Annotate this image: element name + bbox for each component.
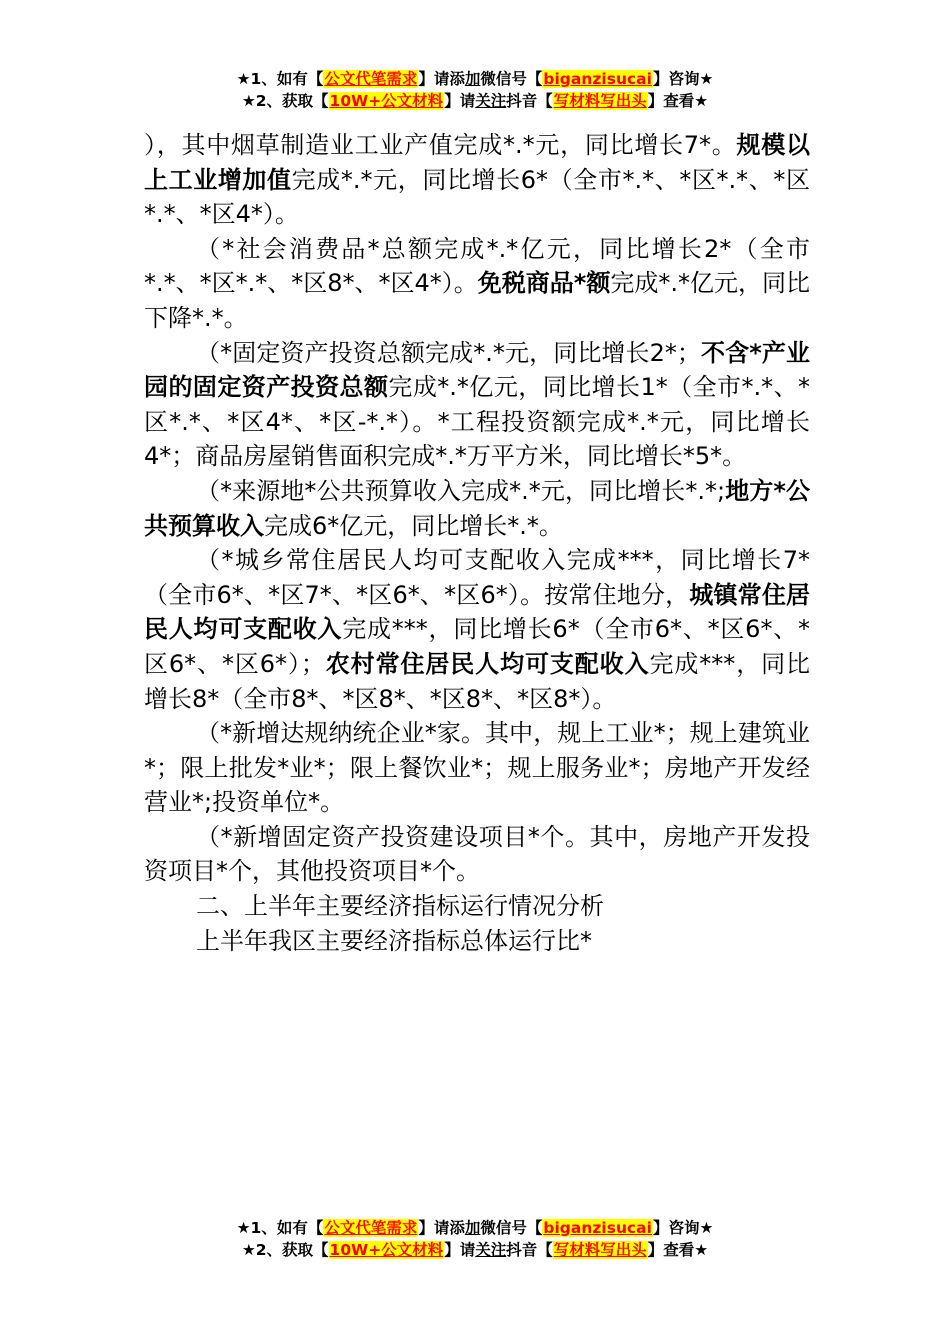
banner-text: ★1、如有【: [236, 1219, 324, 1237]
banner-text: 抖音【: [506, 92, 553, 110]
bottom-banner: [0, 1217, 950, 1261]
body-text: 完成*.*亿元，同比下降*.*。: [144, 269, 810, 332]
banner-text: 】请添: [418, 70, 465, 88]
banner-text: ★2、获取【: [241, 1241, 329, 1259]
section-heading: 二、上半年主要经济指标运行情况分析: [196, 892, 604, 921]
bold-term: 农村常住居民人均可支配收入: [324, 649, 650, 678]
banner-highlight: 10W+公文材料: [329, 92, 444, 110]
banner-text: ★1、如有【: [236, 70, 324, 88]
banner-douyin-id: 写材料写出头: [553, 92, 647, 110]
banner-text: 】咨询★: [652, 1219, 714, 1237]
body-text: （*来源地*公共预算收入完成*.*元，同比增长*.*;: [196, 476, 726, 505]
body-text: 完成***，同比增长6*（全市6*、*区6*、*区6*、*区6*）；: [144, 615, 811, 678]
banner-line-2: [0, 1239, 950, 1261]
banner-text: 】查看★: [647, 1241, 709, 1259]
bold-term: 规模以上工业增加值: [144, 131, 810, 194]
banner-text: ★2、获取【: [241, 92, 329, 110]
paragraph-consumption: [144, 232, 810, 336]
bold-term: 不含*产业园的固定资产投资总额: [144, 338, 810, 402]
bold-term: 免税商品*额: [477, 269, 611, 298]
banner-underlined-text: 加: [464, 1219, 481, 1237]
banner-wechat-id: biganzisucai: [543, 70, 652, 88]
banner-line-1: [0, 68, 950, 90]
body-text: 完成***，同比增长8*（全市8*、*区8*、*区8*、*区8*）。: [144, 649, 811, 713]
body-text: （*社会消费品*总额完成*.*亿元，同比增长2*（全市*.*、*区*.*、*区8*、*区4*）。: [144, 234, 810, 298]
body-text: 完成*.*亿元，同比增长1*（全市*.*、*区*.*、*区4*、*区-*.*）。*工程投资额完成*.*元，同比增长4*；商品房屋销售面积完成*.*万平方米，同比增长*5*。: [144, 373, 811, 471]
paragraph-industry: [144, 128, 810, 232]
banner-text: 】请添: [418, 1219, 465, 1237]
banner-text: 】请: [444, 92, 476, 110]
banner-douyin-id: 写材料写出头: [553, 1241, 647, 1259]
banner-text: 】咨询★: [652, 70, 714, 88]
banner-underlined-text: 加: [464, 70, 481, 88]
banner-text: 微信号【: [480, 70, 543, 88]
top-banner: [0, 68, 950, 112]
document-body: [144, 128, 810, 958]
banner-highlight: 公文代笔需求: [324, 1219, 418, 1237]
paragraph-projects: （*新增固定资产投资建设项目*个。其中，房地产开发投资项目*个，其他投资项目*个。: [144, 822, 810, 886]
body-text: （*固定资产投资总额完成*.*元，同比增长2*；: [196, 338, 701, 367]
banner-highlight: 公文代笔需求: [324, 70, 418, 88]
paragraph-revenue: [144, 474, 810, 543]
paragraph-income: [144, 543, 810, 716]
body-text: （*城乡常住居民人均可支配收入完成***，同比增长7*（全市6*、*区7*、*区6*、*区6*）。按常住地分，: [144, 546, 810, 609]
banner-line-1: [0, 1217, 950, 1239]
banner-underlined-text: 关注: [475, 92, 507, 110]
body-text: 完成6*亿元，同比增长*.*。: [264, 511, 563, 540]
bold-term: 地方*公共预算收入: [144, 476, 810, 540]
banner-underlined-text: 关注: [475, 1241, 507, 1259]
banner-highlight: 10W+公文材料: [329, 1241, 444, 1259]
paragraph-enterprises: （*新增达规纳统企业*家。其中，规上工业*；规上建筑业*；限上批发*业*；限上餐饮业*；规上服务业*；房地产开发经营业*;投资单位*。: [144, 719, 810, 817]
banner-text: 微信号【: [480, 1219, 543, 1237]
banner-wechat-id: biganzisucai: [543, 1219, 652, 1237]
bold-term: 城镇常住居民人均可支配收入: [144, 580, 810, 644]
banner-text: 抖音【: [506, 1241, 553, 1259]
body-text: ），其中烟草制造业工业产值完成*.*元，同比增长7*。: [144, 131, 737, 159]
banner-text: 】查看★: [647, 92, 709, 110]
banner-line-2: [0, 90, 950, 112]
paragraph-analysis: 上半年我区主要经济指标总体运行比*: [196, 926, 592, 955]
body-text: 完成*.*元，同比增长6*（全市*.*、*区*.*、*区*.*、*区4*）。: [144, 165, 810, 229]
paragraph-investment: [144, 336, 810, 474]
banner-text: 】请: [444, 1241, 476, 1259]
